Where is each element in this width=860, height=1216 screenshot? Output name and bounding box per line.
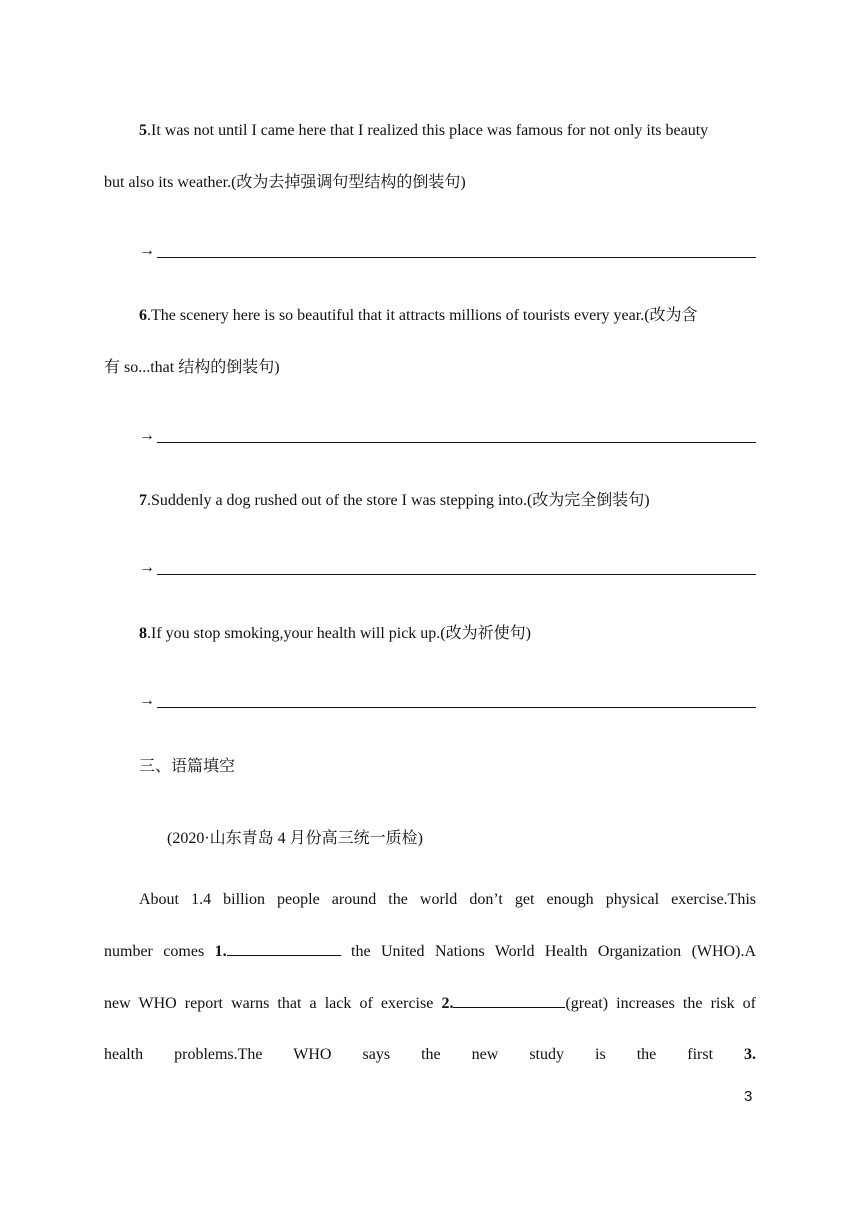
- answer-underline: [157, 707, 756, 708]
- q8-line: [139, 624, 531, 644]
- page-number: 3: [744, 1088, 753, 1105]
- arrow-icon: →: [139, 692, 155, 709]
- q5-line1: [139, 121, 708, 141]
- passage-line1: About 1.4 billion people around the world don’t get enough physical exercise.This: [139, 891, 756, 908]
- passage-line3: new WHO report warns that a lack of exercise 2. (great) increases the risk of: [104, 995, 757, 1012]
- passage-source: (2020·山东青岛 4 月份高三统一质检): [167, 830, 423, 847]
- q6-line2: 有 so...that 结构的倒装句): [104, 359, 280, 376]
- arrow-icon: →: [139, 427, 155, 444]
- q6-text-line1: .The scenery here is so beautiful that it attracts millions of tourists every year.(改为含: [147, 307, 698, 324]
- answer-underline: [157, 442, 756, 443]
- arrow-icon: →: [139, 242, 155, 259]
- q6-answer-line[interactable]: [139, 426, 756, 448]
- passage-line2: number comes 1. the United Nations World Health Organization (WHO).A: [104, 943, 756, 960]
- blank-3-number: 3.: [744, 1046, 757, 1063]
- q8-text: .If you stop smoking,your health will pick up.(改为祈使句): [147, 625, 531, 642]
- q6-number: 6: [139, 307, 147, 324]
- q6-line1: [139, 306, 698, 326]
- answer-underline: [157, 574, 756, 575]
- section3-title: 三、语篇填空: [139, 758, 236, 775]
- q5-text-line1: .It was not until I came here that I realized this place was famous for not only its beauty: [147, 122, 709, 139]
- q7-text: .Suddenly a dog rushed out of the store I was stepping into.(改为完全倒装句): [147, 492, 650, 509]
- q7-answer-line[interactable]: [139, 558, 756, 580]
- arrow-icon: →: [139, 559, 155, 576]
- passage-line4: health problems.The WHO says the new study is the first 3.: [104, 1046, 757, 1063]
- blank-1[interactable]: [227, 941, 341, 956]
- blank-number: 2: [441, 995, 450, 1012]
- blank-2[interactable]: [453, 993, 565, 1008]
- q5-answer-line[interactable]: [139, 241, 756, 263]
- q8-number: 8: [139, 625, 147, 642]
- q8-answer-line[interactable]: [139, 691, 756, 713]
- q5-line2: but also its weather.(改为去掉强调句型结构的倒装句): [104, 174, 466, 191]
- blank-number: 1: [214, 943, 223, 960]
- q7-line: [139, 491, 650, 511]
- answer-underline: [157, 257, 756, 258]
- q5-number: 5: [139, 122, 147, 139]
- q7-number: 7: [139, 492, 147, 509]
